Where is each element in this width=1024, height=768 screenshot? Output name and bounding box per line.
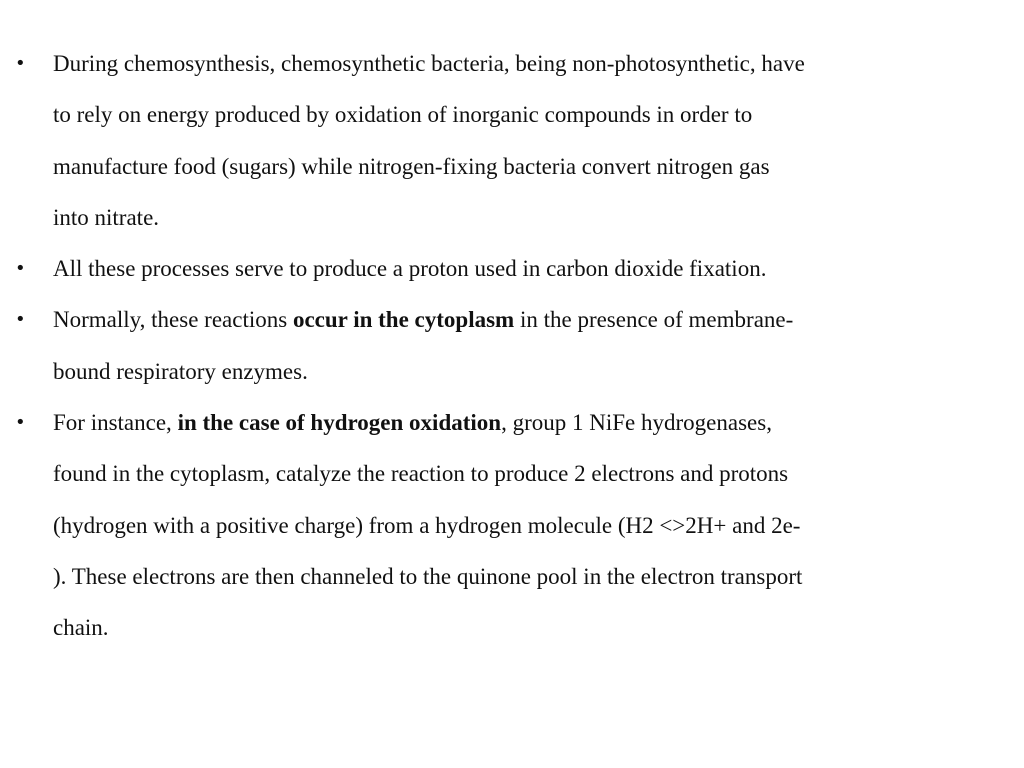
bullet-text	[53, 294, 994, 397]
text-segment: into nitrate.	[53, 204, 160, 230]
text-segment: to rely on energy produced by oxidation of inorganic compounds in order to	[53, 102, 753, 128]
text-segment: chain.	[53, 615, 109, 641]
bullet-item	[0, 397, 1024, 653]
bullet-item	[0, 38, 1024, 243]
text-line	[53, 38, 994, 89]
bullet-item	[0, 294, 1024, 397]
text-segment: All these processes serve to produce a proton used in carbon dioxide fixation.	[53, 256, 767, 282]
text-segment: ). These electrons are then channeled to the quinone pool in the electron transport	[53, 563, 803, 589]
text-segment: found in the cytoplasm, catalyze the reaction to produce 2 electrons and protons	[53, 461, 789, 487]
bullet-text	[53, 243, 994, 294]
bullet-icon: •	[15, 258, 26, 280]
text-segment: in the presence of membrane-	[514, 307, 794, 333]
text-segment: Normally, these reactions	[53, 307, 293, 333]
text-line	[53, 551, 994, 602]
bullet-icon: •	[15, 412, 26, 434]
text-segment: During chemosynthesis, chemosynthetic bacteria, being non-photosynthetic, have	[53, 51, 805, 76]
bullet-icon: •	[15, 53, 26, 74]
text-segment: For instance,	[53, 410, 178, 436]
emphasis-text: occur in the cytoplasm	[292, 307, 515, 333]
text-line	[53, 346, 994, 397]
bullet-list	[0, 38, 1024, 654]
bullet-text	[53, 397, 994, 653]
text-line	[53, 448, 994, 499]
text-line	[53, 500, 994, 551]
text-segment: (hydrogen with a positive charge) from a hydrogen molecule (H2 <>2H+ and 2e-	[53, 512, 801, 538]
bullet-text	[53, 38, 994, 243]
text-line	[53, 192, 994, 243]
bullet-item	[0, 243, 1024, 294]
bullet-icon: •	[15, 309, 26, 331]
text-line	[53, 89, 994, 140]
text-line	[53, 397, 994, 448]
text-segment: bound respiratory enzymes.	[53, 358, 308, 384]
text-line	[53, 294, 994, 345]
text-line	[53, 602, 994, 653]
text-segment: manufacture food (sugars) while nitrogen-fixing bacteria convert nitrogen gas	[53, 153, 770, 179]
text-line	[53, 243, 994, 294]
emphasis-text: in the case of hydrogen oxidation	[177, 410, 502, 436]
text-line	[53, 141, 994, 192]
text-segment: , group 1 NiFe hydrogenases,	[501, 410, 772, 436]
